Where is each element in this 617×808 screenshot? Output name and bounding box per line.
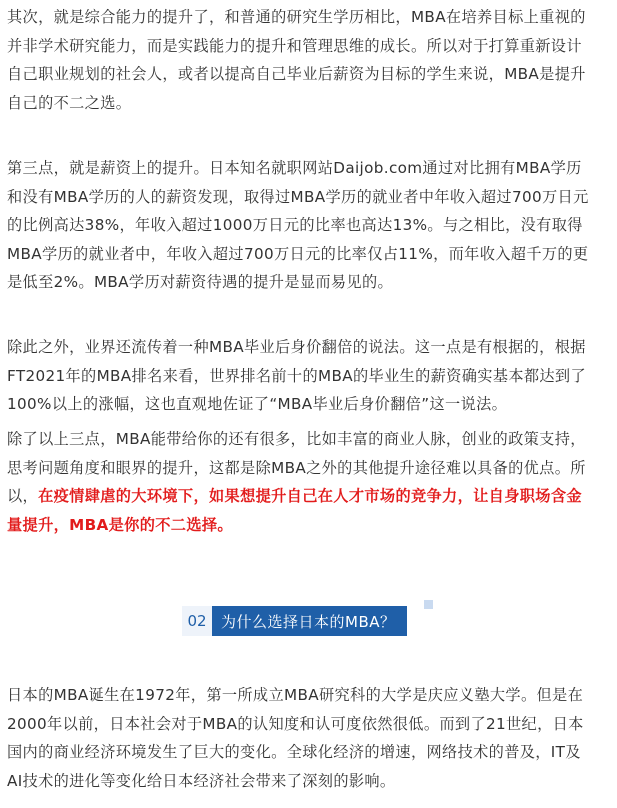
paragraph-value-doubling: [7, 333, 613, 419]
text-line: 2000年以前，日本社会对于MBA的认知度和认可度依然很低。而到了21世纪，日本: [7, 714, 584, 733]
paragraph-salary: [7, 154, 613, 297]
text-line: 其次，就是综合能力的提升了，和普通的研究生学历相比，MBA在培养目标上重视的: [7, 8, 586, 26]
paragraph-japan-mba-history: [7, 681, 613, 795]
text-line: 的比例高达38%，年收入超过1000万日元的比率也高达13%。与之相比，没有取得: [7, 216, 583, 234]
text-line: [7, 482, 613, 511]
text-line: MBA学历的就业者中，年收入超过700万日元的比率仅占11%，而年收入超千万的更: [7, 244, 589, 263]
text-line: 100%以上的涨幅，这也直观地佐证了“MBA毕业后身价翻倍”这一说法。: [7, 395, 508, 413]
paragraph-comprehensive-ability: [7, 3, 613, 117]
highlighted-text: 量提升，MBA是你的不二选择。: [7, 515, 233, 534]
text-line: AI技术的进化等变化给日本经济社会带来了深刻的影响。: [7, 771, 396, 790]
paragraph-conclusion: [7, 425, 613, 539]
text-line: 第三点，就是薪资上的提升。日本知名就职网站Daijob.com通过对比拥有MBA学历: [7, 159, 582, 177]
highlighted-text: 在疫情肆虐的大环境下，如果想提升自己在人才市场的竞争力，让自身职场含金: [38, 487, 582, 505]
section-number: 02: [182, 606, 212, 636]
text-line: FT2021年的MBA排名来看，世界排名前十的MBA的毕业生的薪资确实基本都达到了: [7, 366, 587, 385]
text-line: 自己职业规划的社会人，或者以提高自己毕业后薪资为目标的学生来说，MBA是提升: [7, 65, 586, 83]
text-line: 国内的商业经济环境发生了巨大的变化。全球化经济的增速，网络技术的普及，IT及: [7, 743, 581, 761]
text-line: 并非学术研究能力，而是实践能力的提升和管理思维的成长。所以对于打算重新设计: [7, 36, 582, 55]
text-line: 思考问题角度和眼界的提升，这都是除MBA之外的其他提升途径难以具备的优点。所: [7, 458, 586, 477]
text-line: 日本的MBA诞生在1972年，第一所成立MBA研究科的大学是庆应义塾大学。但是在: [7, 686, 584, 704]
text-line: 和没有MBA学历的人的薪资发现，取得过MBA学历的就业者中年收入超过700万日元: [7, 187, 589, 206]
section-title: 为什么选择日本的MBA？: [212, 606, 407, 636]
text-line: 除此之外，业界还流传着一种MBA毕业后身价翻倍的说法。这一点是有根据的，根据: [7, 338, 586, 356]
text-line: 除了以上三点，MBA能带给你的还有很多，比如丰富的商业人脉，创业的政策支持，: [7, 430, 586, 448]
text-line: 是低至2%。MBA学历对薪资待遇的提升是显而易见的。: [7, 273, 394, 291]
text-fragment: 以，: [7, 487, 39, 505]
text-line: 自己的不二之选。: [7, 93, 132, 112]
section-heading: [182, 606, 407, 636]
heading-corner-decoration: [424, 600, 433, 609]
